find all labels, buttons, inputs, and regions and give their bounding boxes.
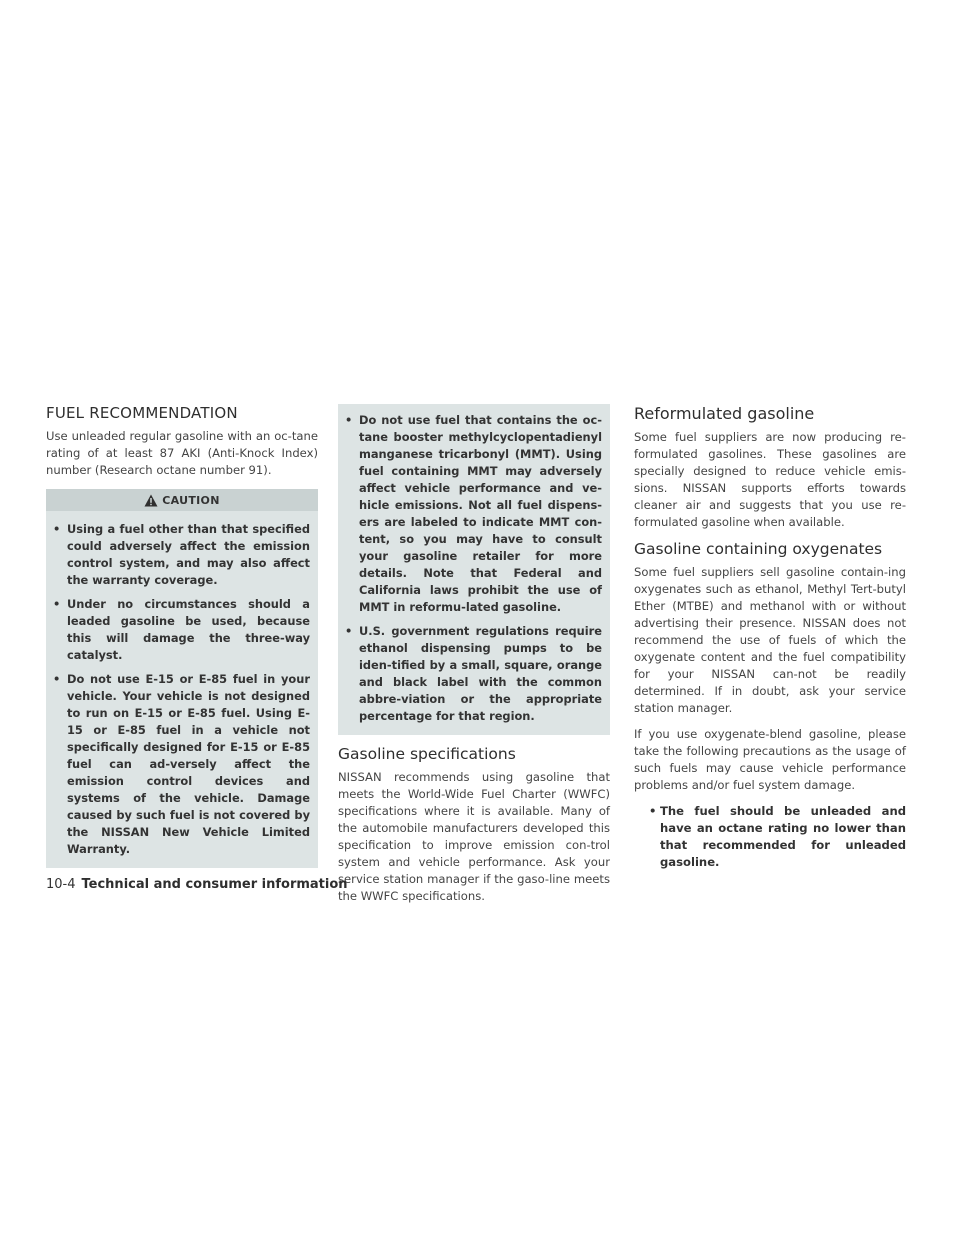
caution-item <box>344 412 602 616</box>
caution-list-continued <box>338 412 610 725</box>
column-right <box>634 404 906 871</box>
caution-item-text: U.S. government regulations require ethanol dispensing pumps to be iden-tified by a small, square, orange and black label with the common abbre-viation or the appropriate percentage for that region. <box>359 624 602 723</box>
section-heading-reformulated-gasoline: Reformulated gasoline <box>634 404 815 423</box>
bullet: • <box>649 804 657 818</box>
caution-box <box>46 489 318 868</box>
column-middle <box>338 404 610 914</box>
caution-item-text: Do not use E-15 or E-85 fuel in your vehicle. Your vehicle is not designed to run on E-15 or E-85 fuel. Using E-15 or E-85 fuel in a vehicle not specifically designed for E-15 or E-85 fuel can ad-versely affect the emission control devices and systems of the vehicle. Damage caused by such fuel is not covered by the NISSAN New Vehicle Limited Warranty. <box>67 672 310 856</box>
column-left <box>46 404 318 868</box>
precaution-list <box>634 803 906 871</box>
oxygenates-paragraph-1: Some fuel suppliers sell gasoline contain-ing oxygenates such as ethanol, Methyl Tert-butyl Ether (MTBE) and methanol with or without advertising their presence. NISSAN does not recommend the use of fuels of which the oxygenate content and the fuel compatibility for your NISSAN can-not be readily determined. If in doubt, ask your service station manager. <box>634 565 906 715</box>
precaution-item <box>648 803 906 871</box>
caution-item-text: Under no circumstances should a leaded gasoline be used, because this will damage the three-way catalyst. <box>67 597 310 662</box>
bullet: • <box>345 413 353 427</box>
oxygenates-paragraph-2: If you use oxygenate-blend gasoline, please take the following precautions as the usage of such fuels may cause vehicle performance problems and/or fuel system damage. <box>634 727 906 792</box>
section-heading-fuel-recommendation: FUEL RECOMMENDATION <box>46 404 238 422</box>
page-number: 10-4 <box>46 877 76 892</box>
caution-label: CAUTION <box>162 493 220 507</box>
page-footer <box>46 877 348 892</box>
fuel-intro-paragraph: Use unleaded regular gasoline with an oc-tane rating of at least 87 AKI (Anti-Knock Index) number (Research octane number 91). <box>46 429 318 477</box>
bullet: • <box>345 624 353 638</box>
bullet: • <box>53 522 61 536</box>
chapter-title: Technical and consumer information <box>81 877 348 892</box>
caution-item <box>344 623 602 725</box>
reformulated-gasoline-paragraph: Some fuel suppliers are now producing re-formulated gasolines. These gasolines are specially designed to reduce vehicle emis-sions. NISSAN supports efforts towards cleaner air and suggests that you use re-formulated gasoline when available. <box>634 430 906 529</box>
bullet: • <box>53 597 61 611</box>
section-heading-gasoline-specifications: Gasoline specifications <box>338 745 516 763</box>
caution-item <box>52 671 310 858</box>
gasoline-specifications-paragraph: NISSAN recommends using gasoline that meets the World-Wide Fuel Charter (WWFC) specifications where it is available. Many of the automobile manufacturers developed this specification to improve emission con-trol system and vehicle performance. Ask your service station manager if the gaso-line meets the WWFC specifications. <box>338 770 610 903</box>
bullet: • <box>53 672 61 686</box>
caution-item <box>52 521 310 589</box>
caution-list <box>46 521 318 858</box>
caution-item-text: Do not use fuel that contains the oc-tane booster methylcyclopentadienyl manganese tricarbonyl (MMT). Using fuel containing MMT may adversely affect vehicle performance and ve-hicle emissions. Not all fuel dispens-ers are labeled to indicate MMT con-tent, so you may have to consult your gasoline retailer for more details. Note that Federal and California laws prohibit the use of MMT in reformu-lated gasoline. <box>359 413 602 614</box>
caution-item <box>52 596 310 664</box>
caution-item-text: Using a fuel other than that specified could adversely affect the emission control system, and may also affect the warranty coverage. <box>67 522 310 587</box>
caution-box-continued <box>338 404 610 735</box>
warning-triangle-icon <box>144 494 158 507</box>
caution-header <box>46 489 318 511</box>
section-heading-oxygenates: Gasoline containing oxygenates <box>634 540 883 558</box>
precaution-item-text: The fuel should be unleaded and have an octane rating no lower than that recommended for unleaded gasoline. <box>660 804 906 869</box>
